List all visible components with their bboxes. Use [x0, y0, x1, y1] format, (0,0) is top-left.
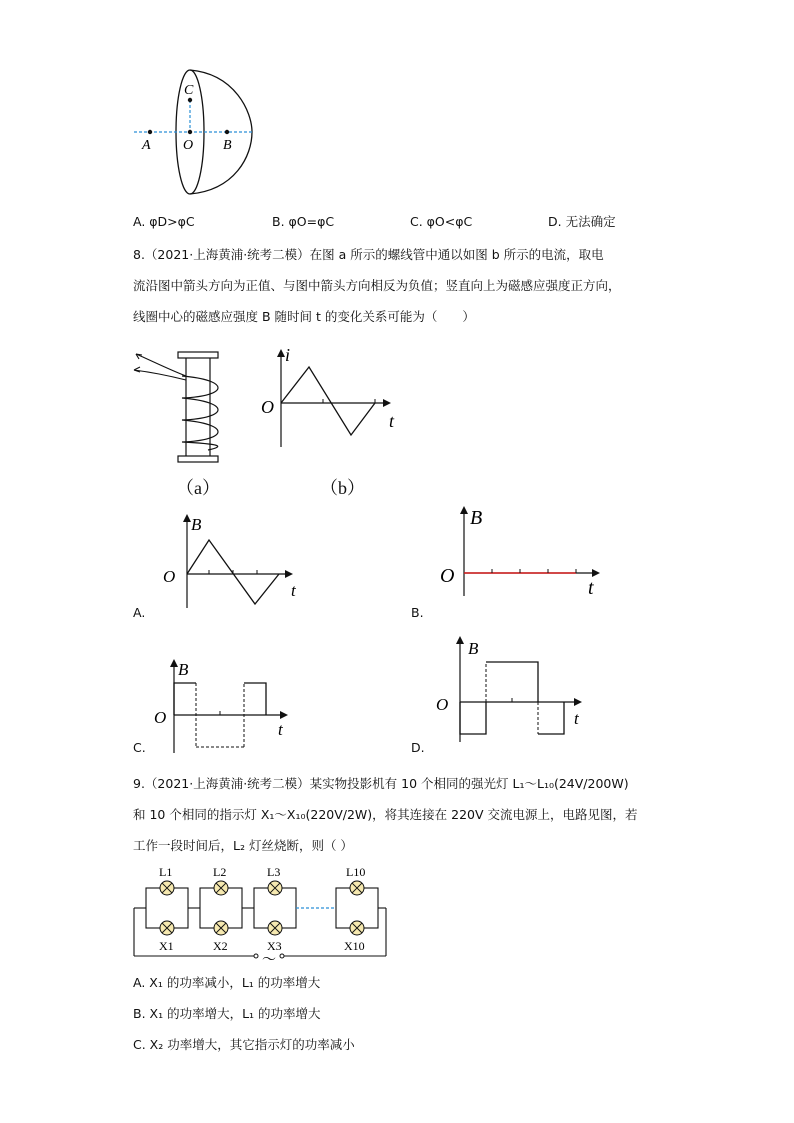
option-a-letter: A.	[133, 605, 146, 620]
q8-line-3: 线圈中心的磁感应强度 B 随时间 t 的变化关系可能为（ ）	[133, 309, 475, 324]
option-b-letter: B.	[411, 605, 424, 620]
circuit-diagram	[130, 858, 390, 962]
q9-option-b: B. X₁ 的功率增大，L₁ 的功率增大	[133, 1006, 321, 1021]
q7-option-b: B. φO=φC	[272, 214, 335, 229]
option-a-axis-o: O	[163, 567, 176, 586]
option-a-axis-b: B	[191, 515, 202, 534]
label-a: A	[142, 138, 151, 153]
lamp-label-x3: X3	[267, 939, 282, 953]
q9-option-c: C. X₂ 功率增大，其它指示灯的功率减小	[133, 1037, 355, 1052]
option-d-axis-t: t	[574, 709, 579, 728]
option-a-graph	[155, 510, 315, 610]
lamp-label-x2: X2	[213, 939, 228, 953]
lamp-label-x1: X1	[159, 939, 174, 953]
lamp-group-3	[254, 881, 296, 935]
fig-a-caption: （a）	[176, 478, 220, 498]
q8-line-1: 8.（2021·上海黄浦·统考二模）在图 a 所示的螺线管中通以如图 b 所示的电流，取电	[133, 247, 604, 262]
option-c-axis-t: t	[278, 720, 283, 739]
fig-b-caption: （b）	[320, 478, 365, 498]
solenoid-figure	[130, 340, 250, 470]
option-c-graph	[150, 655, 300, 755]
option-d-letter: D.	[411, 740, 425, 755]
current-graph	[255, 345, 405, 455]
fig-b-x: t	[389, 411, 395, 431]
q7-option-d: D. 无法确定	[548, 214, 616, 229]
source-symbol: ～	[262, 953, 276, 962]
q9-line-1: 9.（2021·上海黄浦·统考二模）某实物投影机有 10 个相同的强光灯 L₁～L₁₀(24V/200W)	[133, 776, 629, 791]
label-o: O	[183, 138, 194, 153]
lamp-label-x10: X10	[344, 939, 365, 953]
q9-option-a: A. X₁ 的功率减小，L₁ 的功率增大	[133, 975, 321, 990]
lamp-group-1	[146, 881, 188, 935]
option-c-axis-o: O	[154, 708, 167, 727]
q9-line-2: 和 10 个相同的指示灯 X₁～X₁₀(220V/2W)，将其连接在 220V 交流电源上，电路见图，若	[133, 807, 638, 822]
option-b-axis-b: B	[470, 507, 483, 529]
option-d-axis-b: B	[468, 639, 479, 658]
label-b: B	[223, 138, 232, 153]
option-d-graph	[430, 632, 590, 744]
q7-option-c: C. φO<φC	[410, 214, 473, 229]
option-b-graph	[432, 500, 612, 600]
option-a-axis-t: t	[291, 581, 296, 600]
q9-line-3: 工作一段时间后，L₂ 灯丝烧断，则（ ）	[133, 838, 353, 853]
lamp-label-l10: L10	[346, 865, 366, 879]
lamp-label-l2: L2	[213, 865, 227, 879]
lamp-label-l1: L1	[159, 865, 173, 879]
hemisphere-figure	[130, 66, 270, 198]
fig-b-o: O	[261, 397, 274, 417]
option-c-letter: C.	[133, 740, 146, 755]
q8-line-2: 流沿图中箭头方向为正值、与图中箭头方向相反为负值；竖直向上为磁感应强度正方向，	[133, 278, 621, 293]
option-b-axis-t: t	[588, 577, 594, 599]
option-c-axis-b: B	[178, 660, 189, 679]
lamp-group-2	[200, 881, 242, 935]
lamp-group-10	[336, 881, 378, 935]
fig-b-y: i	[285, 345, 291, 365]
label-c: C	[184, 83, 194, 98]
option-d-axis-o: O	[436, 695, 449, 714]
lamp-label-l3: L3	[267, 865, 281, 879]
q7-option-a: A. φD>φC	[133, 214, 195, 229]
option-b-axis-o: O	[440, 565, 455, 587]
